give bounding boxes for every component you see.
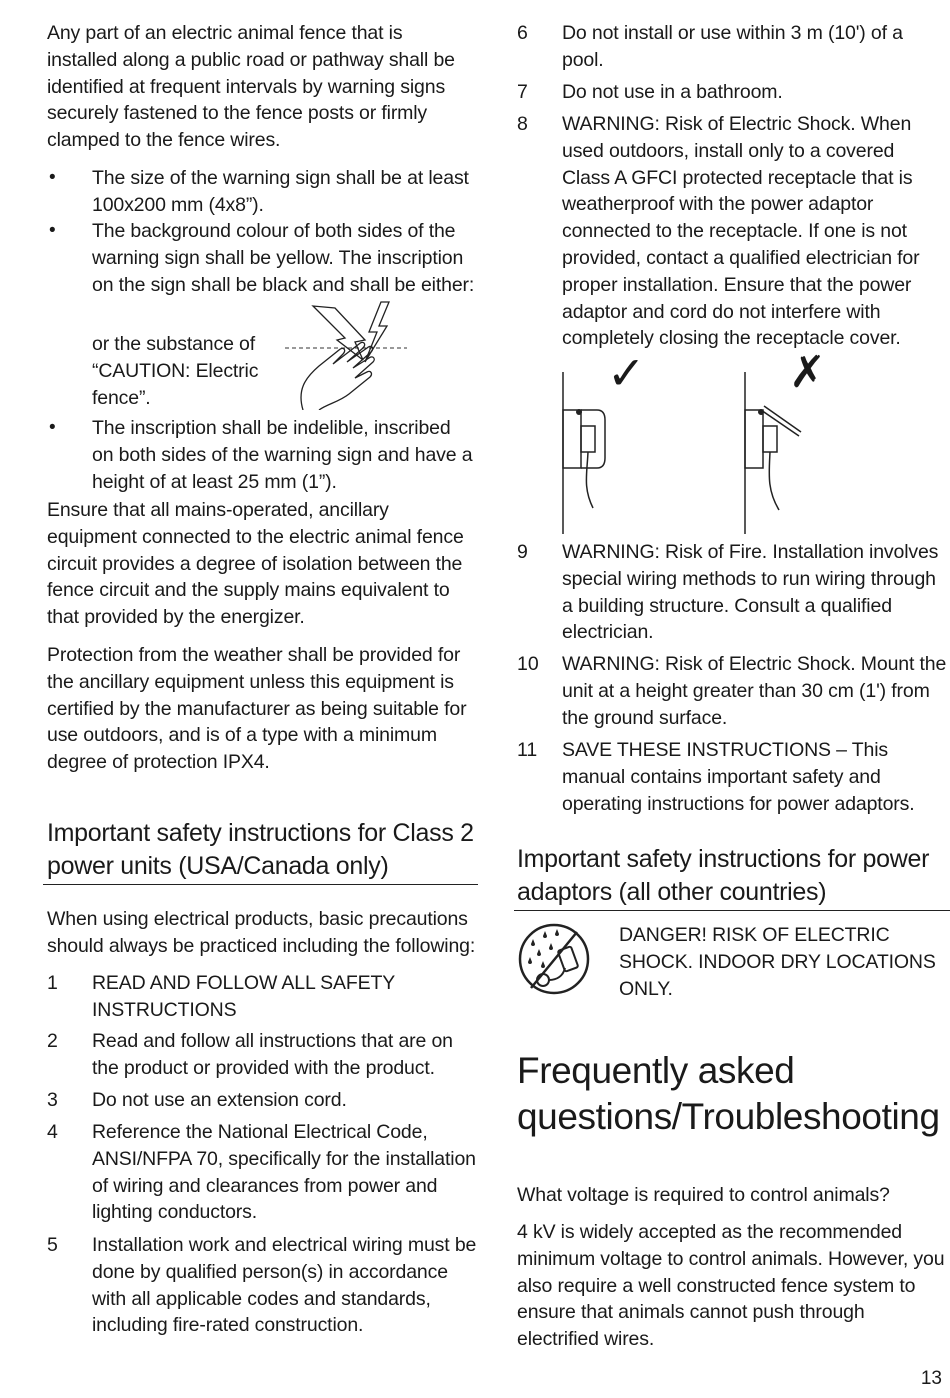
bullet-sign-size: • The size of the warning sign shall be at least 100x200 mm (4x8”). — [49, 167, 469, 216]
list-item: 3 Do not use an extension cord. — [47, 1089, 347, 1111]
weather-paragraph: Protection from the weather shall be provided for the ancillary equipment unless this equipment is certified by the manufacturer as being suitable for use outdoors, and is of a type with a minimum degree of protection IPX4. — [47, 644, 467, 774]
danger-warning-text: DANGER! RISK OF ELECTRIC SHOCK. INDOOR DRY LOCATIONS ONLY. — [619, 924, 936, 1000]
receptacle-cover-diagram — [561, 356, 811, 536]
heading-divider — [43, 884, 478, 885]
list-item: 7 Do not use in a bathroom. — [517, 81, 783, 103]
indoor-use-only-icon — [517, 922, 593, 998]
list-item: 2 Read and follow all instructions that are on the product or provided with the product. — [47, 1030, 453, 1079]
list-item: 6 Do not install or use within 3 m (10') of a pool. — [517, 22, 903, 71]
bullet-sign-colour: • The background colour of both sides of the warning sign shall be yellow. The inscription on the sign shall be black and shall be either: — [49, 220, 475, 296]
faq-question: What voltage is required to control animals? — [517, 1184, 890, 1206]
faq-answer: 4 kV is widely accepted as the recommended minimum voltage to control animals. However, you also require a well constructed fence system to ensure that animals cannot push through electrified wires. — [517, 1221, 945, 1351]
sign-caption: or the substance of “CAUTION: Electric fence”. — [92, 333, 259, 409]
list-item: 11 SAVE THESE INSTRUCTIONS – This manual contains important safety and operating instructions for power adaptors. — [517, 739, 915, 815]
bullet-dot: • — [49, 417, 56, 438]
cross-mark-icon: ✗ — [789, 347, 826, 398]
section-heading-other-countries: Important safety instructions for power adaptors (all other countries) — [517, 845, 930, 906]
bullet-inscription: • The inscription shall be indelible, inscribed on both sides of the warning sign and have a height of at least 25 mm (1”). — [49, 417, 473, 493]
list-item: 10 WARNING: Risk of Electric Shock. Mount the unit at a height greater than 30 cm (1') from the ground surface. — [517, 653, 947, 729]
list-item: 4 Reference the National Electrical Code, ANSI/NFPA 70, specifically for the installation of wiring and clearances from power and lighting conductors. — [47, 1121, 476, 1224]
section-heading-class2: Important safety instructions for Class 2 power units (USA/Canada only) — [47, 819, 474, 880]
intro-paragraph: Any part of an electric animal fence that is installed along a public road or pathway shall be identified at frequent intervals by warning signs securely fastened to the fence posts or firmly clamped to the fence wires. — [47, 22, 455, 152]
bullet-dot: • — [49, 220, 56, 241]
faq-heading: Frequently asked questions/Troubleshooting — [517, 1050, 940, 1137]
bullet-dot: • — [49, 167, 56, 188]
list-item: 1 READ AND FOLLOW ALL SAFETY INSTRUCTIONS — [47, 972, 395, 1021]
check-mark-icon: ✓ — [607, 346, 646, 400]
heading-divider — [514, 910, 950, 911]
class2-intro: When using electrical products, basic precautions should always be practiced including the following: — [47, 908, 476, 957]
list-item: 5 Installation work and electrical wiring must be done by qualified person(s) in accordance with all applicable codes and standards, including fire-rated construction. — [47, 1234, 477, 1337]
list-item: 9 WARNING: Risk of Fire. Installation involves special wiring methods to run wiring through a building structure. Consult a qualified electrician. — [517, 541, 939, 644]
page-number: 13 — [920, 1368, 942, 1389]
list-item: 8 WARNING: Risk of Electric Shock. When used outdoors, install only to a covered Class A GFCI protected receptacle that is weatherproof with the power adaptor connected to the receptacle. If one is not provided, contact a qualified electrician for proper installation. Ensure that the power adaptor and cord do not interfere with completely closing the receptacle cover. — [517, 113, 920, 350]
isolation-paragraph: Ensure that all mains-operated, ancillary equipment connected to the electric animal fence circuit provides a degree of isolation between the fence circuit and the supply mains equivalent to that provided by the energizer. — [47, 499, 464, 629]
electric-fence-warning-symbol-icon — [283, 298, 411, 410]
